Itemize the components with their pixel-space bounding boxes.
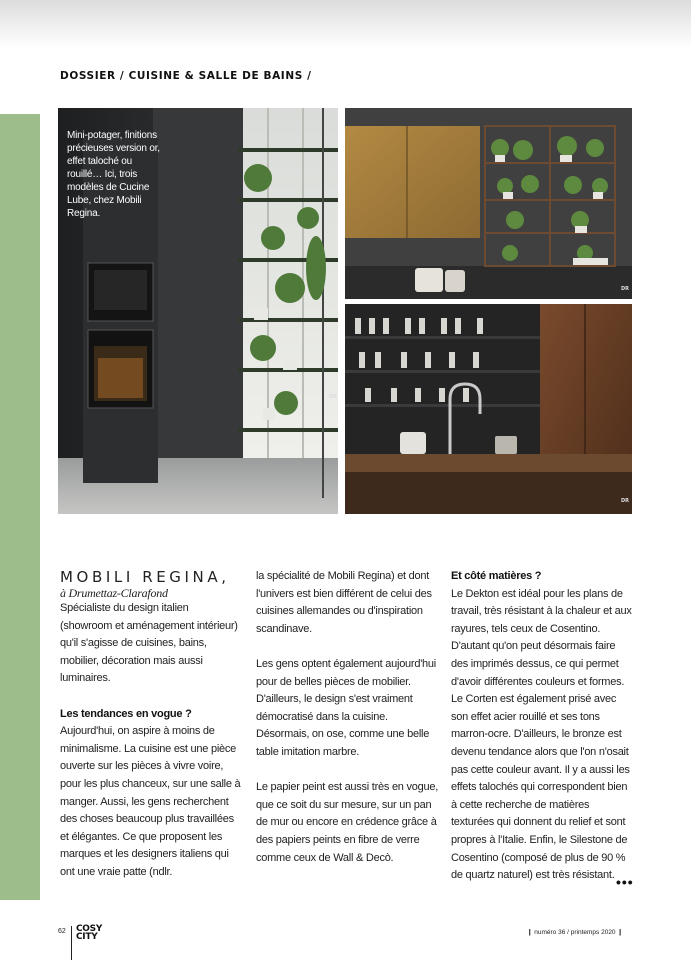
subhead-trends: Les tendances en vogue ? [60, 707, 192, 720]
kitchen-photo-herb-shelf [345, 108, 632, 299]
logo-line-1: COSY [76, 924, 103, 934]
article-column-3 [451, 568, 633, 885]
article-column-1 [60, 568, 242, 882]
photo-credit: DR [329, 394, 338, 400]
logo-line-2: CITY [76, 932, 98, 942]
brand-location: à Drumettaz-Clarafond [60, 586, 168, 600]
photo-credit-2: DR [621, 286, 630, 292]
page-number: 62 [58, 928, 66, 935]
footer-divider [71, 926, 72, 960]
photo-credit-3: DR [621, 498, 630, 504]
photo-caption: Mini-potager, finitions précieuses version or, effet taloché ou rouillé… Ici, trois modèles de Cucine Lube, chez Mobili Regina. [67, 130, 160, 219]
green-side-band [0, 114, 40, 900]
page-top-shadow [0, 0, 691, 48]
kitchen-photo-corten [345, 304, 632, 514]
trends-paragraph: Aujourd'hui, on aspire à moins de minimalisme. La cuisine est une pièce ouverte sur les pièces à vivre voire, pour les plus chanceux, sur une salle à manger. Aussi, les gens recherchent des choses beaucoup plus travaillées et élégantes. Ce que proposent les marques et les designers italiens qui ont une vraie patte (ndlr. [60, 725, 241, 878]
paragraph-wallpaper: Le papier peint est aussi très en vogue, que ce soit du sur mesure, sur un pan de mur ou encore en crédence grâce à des papiers peints en fibre de verre comme ceux de Wall & Decò. [256, 781, 439, 864]
magazine-logo [76, 925, 102, 941]
paragraph-italian-universe: la spécialité de Mobili Regina) et dont l'univers est bien différent de celui des cuisines allemandes ou d'inspiration scandinave. [256, 570, 432, 635]
paragraph-furniture: Les gens optent également aujourd'hui pour de belles pièces de mobilier. D'ailleurs, le design s'est vraiment démocratisé dans la cuisine. Désormais, on ose, comme une belle table imitation marbre. [256, 657, 436, 758]
materials-paragraph: Le Dekton est idéal pour les plans de travail, très résistant à la chaleur et aux rayures, tels ceux de Cosentino. D'autant qu'on peut désormais faire des imprimés dessus, ce qui permet d'avoir différentes couleurs et formes. Le Corten est également prisé avec son effet acier rouillé et ses tons marron-ocre. D'ailleurs, le bronze est devenu tendance alors que l'on n'osait pas cette couleur avant. Il y a aussi les effets talochés qui correspondent bien à cette recherche de matières texturées qui donnent du relief et sont propres à l'Italie. Enfin, le Silestone de Cosentino (composé de plus de 90 % de quartz naturel) est très résistant. [451, 587, 632, 882]
continued-dots: ••• [616, 874, 634, 890]
article-column-2 [256, 568, 442, 867]
section-header: DOSSIER / CUISINE & SALLE DE BAINS / [60, 70, 312, 82]
subhead-materials: Et côté matières ? [451, 570, 542, 582]
intro-paragraph: Spécialiste du design italien (showroom et aménagement intérieur) qu'il s'agisse de cuisines, bains, mobilier, décoration mais aussi luminaires. [60, 602, 238, 685]
brand-title: MOBILI REGINA, [60, 568, 230, 586]
issue-info: ❙ numéro 36 / printemps 2020 ❙ [527, 929, 623, 936]
